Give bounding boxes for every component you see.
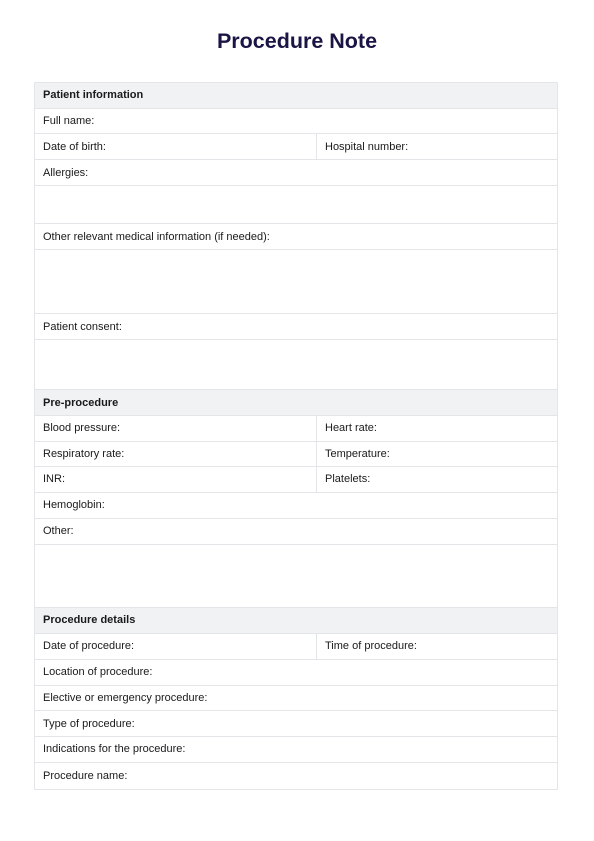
hospital-number-field[interactable]: Hospital number: [325,140,409,153]
field-row-date-time [35,634,557,660]
other-input[interactable] [35,545,557,607]
other-medical-info-input[interactable] [35,250,557,313]
platelets-field[interactable]: Platelets: [325,473,371,486]
time-of-procedure-field[interactable]: Time of procedure: [325,640,417,652]
heart-rate-field[interactable]: Heart rate: [325,422,377,435]
patient-consent-label: Patient consent: [43,320,122,333]
field-row-dob-hospital [35,134,557,160]
patient-consent-answer-area[interactable] [35,340,557,390]
field-row-patient-consent[interactable] [35,314,557,340]
respiratory-rate-field[interactable]: Respiratory rate: [35,442,317,467]
indications-label: Indications for the procedure: [43,743,186,756]
field-row-other[interactable] [35,519,557,545]
section-title: Patient information [43,89,144,102]
field-row-elective-emergency[interactable] [35,686,557,712]
field-row-allergies[interactable] [35,160,557,186]
section-title: Pre-procedure [43,396,119,409]
other-medical-info-answer-area[interactable] [35,250,557,314]
section-title: Procedure details [43,614,136,626]
full-name-label: Full name: [43,114,95,127]
section-header-pre-procedure [35,390,557,416]
procedure-name-label: Procedure name: [43,769,128,782]
page-title: Procedure Note [216,29,378,53]
field-row-other-medical-info[interactable] [35,224,557,250]
section-header-patient-information [35,83,557,109]
field-row-rr-temp [35,442,557,468]
field-row-procedure-name[interactable] [35,763,557,789]
field-row-indications[interactable] [35,737,557,763]
section-header-procedure-details [35,608,557,634]
other-answer-area[interactable] [35,545,557,608]
patient-consent-input[interactable] [35,340,557,389]
date-of-procedure-field[interactable]: Date of procedure: [35,634,317,659]
allergies-answer-area[interactable] [35,186,557,224]
date-of-birth-field[interactable]: Date of birth: [35,134,317,159]
location-label: Location of procedure: [43,666,153,678]
temperature-field[interactable]: Temperature: [325,447,390,460]
blood-pressure-field[interactable]: Blood pressure: [35,416,317,441]
inr-field[interactable]: INR: [35,467,317,492]
field-row-bp-hr [35,416,557,442]
field-row-location[interactable] [35,660,557,686]
field-row-full-name[interactable] [35,109,557,135]
elective-emergency-label: Elective or emergency procedure: [43,691,208,704]
field-row-type[interactable] [35,711,557,737]
allergies-input[interactable] [35,186,557,223]
field-row-inr-platelets [35,467,557,493]
procedure-note-form [34,82,558,790]
field-row-hemoglobin[interactable] [35,493,557,519]
other-medical-info-label: Other relevant medical information (if needed): [43,230,270,243]
allergies-label: Allergies: [43,166,89,179]
other-label: Other: [43,525,74,537]
type-label: Type of procedure: [43,717,135,730]
hemoglobin-label: Hemoglobin: [43,499,105,511]
